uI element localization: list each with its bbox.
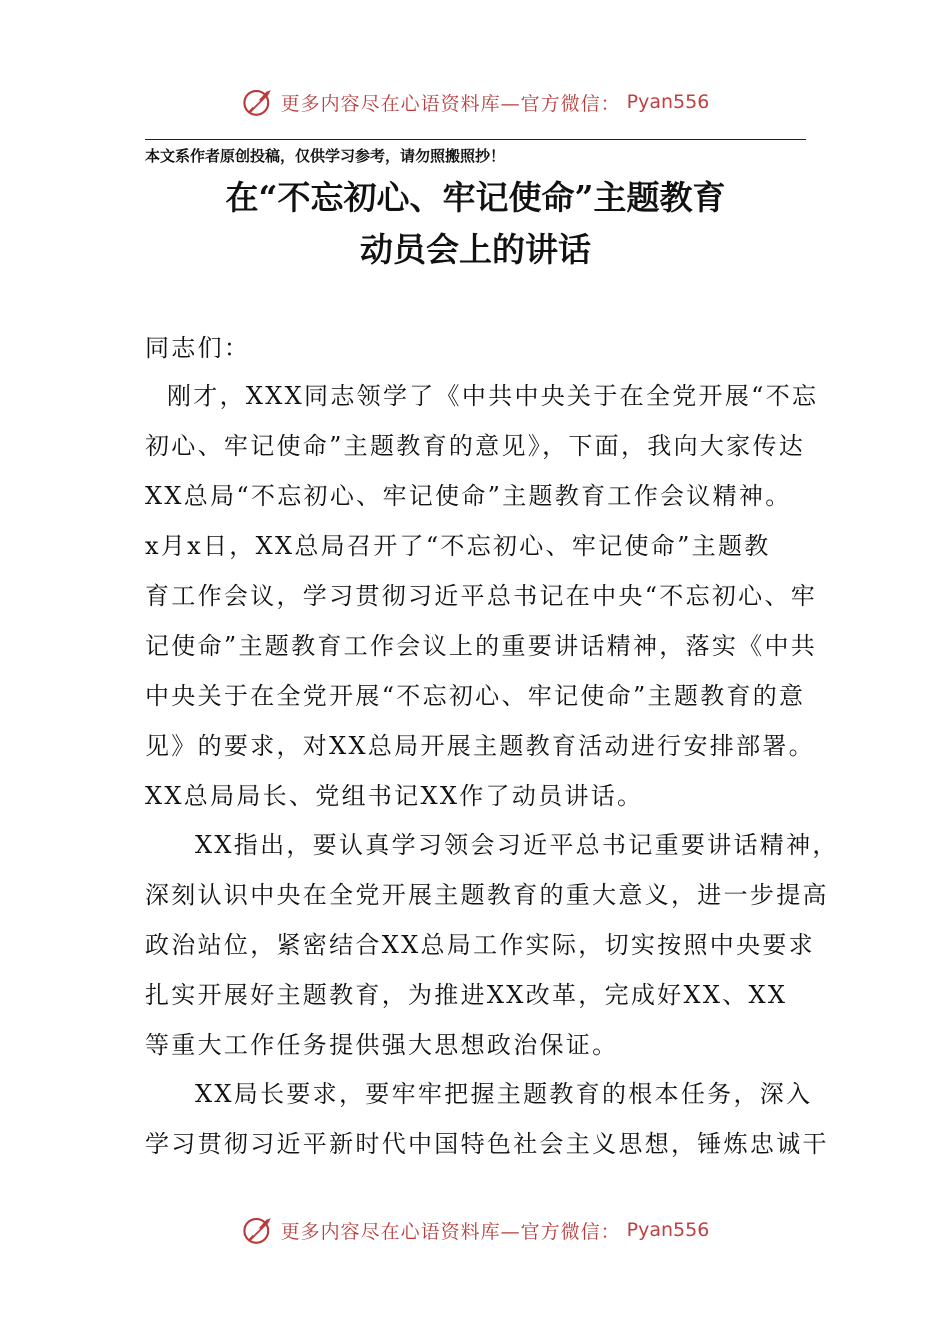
paragraph-2-line-5: 等重大工作任务提供强大思想政治保证。 (145, 1031, 619, 1059)
quill-logo-icon (241, 1213, 275, 1247)
paragraph-2-line-1: XX指出，要认真学习领会习近平总书记重要讲话精神， (195, 831, 839, 859)
quill-logo-icon (241, 85, 275, 119)
paragraph-1-line-9: XX总局局长、党组书记XX作了动员讲话。 (145, 782, 644, 810)
paragraph-1-line-3: XX总局“不忘初心、牢记使命”主题教育工作会议精神。 (145, 482, 792, 510)
paragraph-2-line-2: 深刻认识中央在全党开展主题教育的重大意义，进一步提高 (145, 881, 829, 909)
document-title-line-1: 在“不忘初心、牢记使命”主题教育 (225, 178, 726, 217)
footer-banner (0, 1210, 950, 1250)
paragraph-1-line-8: 见》的要求，对XX总局开展主题教育活动进行安排部署。 (145, 732, 815, 760)
paragraph-1-line-6: 记使命”主题教育工作会议上的重要讲话精神，落实《中共 (145, 632, 818, 660)
paragraph-3-line-2: 学习贯彻习近平新时代中国特色社会主义思想，锤炼忠诚干 (145, 1130, 829, 1158)
document-title-line-2: 动员会上的讲话 (360, 230, 591, 269)
header-divider (145, 139, 806, 140)
banner-wechat-id: Pyan556 (626, 91, 710, 113)
paragraph-1-line-2: 初心、牢记使命”主题教育的意见》，下面，我向大家传达 (145, 432, 806, 460)
banner-text: 更多内容尽在心语资料库—官方微信： (280, 92, 621, 115)
paragraph-2-line-3: 政治站位，紧密结合XX总局工作实际，切实按照中央要求 (145, 931, 815, 959)
paragraph-1-line-1: 刚才，XXX同志领学了《中共中央关于在全党开展“不忘 (167, 382, 819, 410)
banner-text: 更多内容尽在心语资料库—官方微信： (280, 1220, 621, 1243)
paragraph-2-line-4: 扎实开展好主题教育，为推进XX改革，完成好XX、XX (145, 981, 788, 1009)
paragraph-3-line-1: XX局长要求，要牢牢把握主题教育的根本任务，深入 (195, 1080, 813, 1108)
paragraph-1-line-7: 中央关于在全党开展“不忘初心、牢记使命”主题教育的意 (145, 682, 806, 710)
banner-wechat-id: Pyan556 (626, 1219, 710, 1241)
salutation: 同志们： (145, 334, 251, 362)
copyright-notice: 本文系作者原创投稿，仅供学习参考，请勿照搬照抄！ (145, 147, 506, 165)
paragraph-1-line-5: 育工作会议，学习贯彻习近平总书记在中央“不忘初心、牢 (145, 582, 818, 610)
header-banner (0, 82, 950, 122)
paragraph-1-line-4: x月x日，XX总局召开了“不忘初心、牢记使命”主题教 (145, 532, 771, 560)
